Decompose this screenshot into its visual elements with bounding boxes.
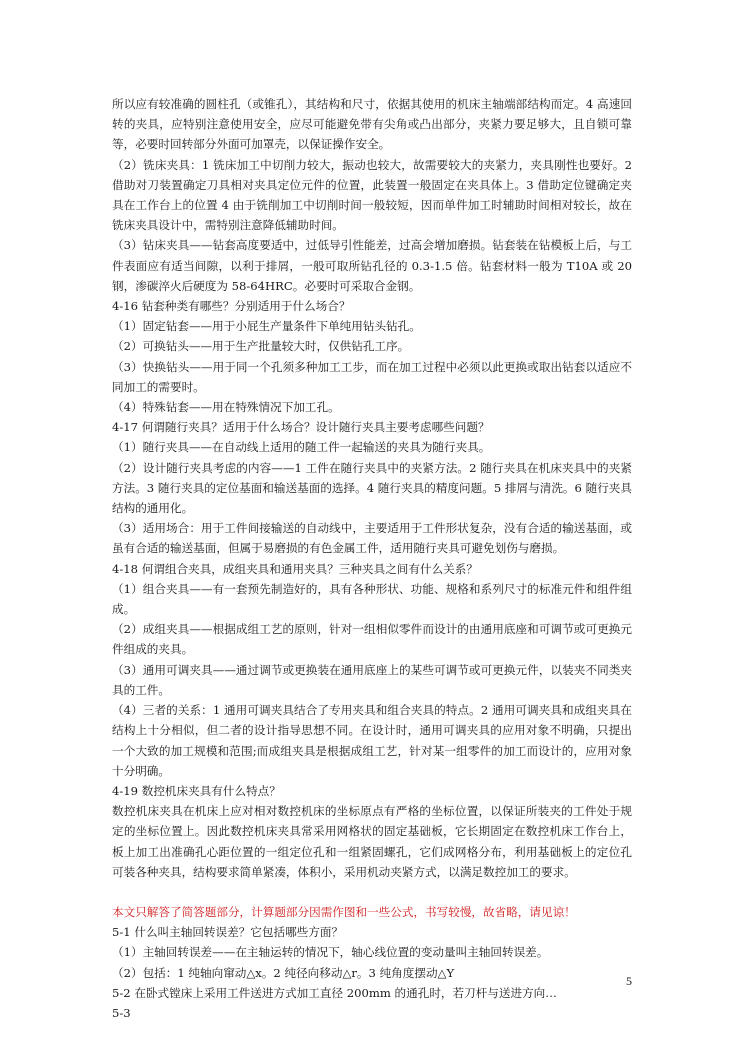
question-heading: 5-2 在卧式镗床上采用工件送进方式加工直径 200mm 的通孔时，若刀杆与送进方向… — [112, 985, 557, 1000]
question-heading: 4-17 何谓随行夹具？适用于什么场合？设计随行夹具主要考虑哪些问题？ — [112, 420, 490, 435]
paragraph: 数控机床夹具在机床上应对相对数控机床的坐标原点有严格的坐标位置，以保证所装夹的工件处于规定的坐标位置上。因此数控机床夹具常采用网格状的固定基础板，它长期固定在数控机床工作台上，板上加工出准确孔心距位置的一组定位孔和一组紧固螺孔，它们成网格分布，利用基础板上的定位孔可装各种夹具，结构要求简单紧凑，体积小，采用机动夹紧方式，以满足数控加工的要求。 — [112, 804, 632, 879]
paragraph: （3）通用可调夹具——通过调节或更换装在通用底座上的某些可调节或可更换元件，以装夹不同类夹具的工件。 — [112, 662, 632, 697]
paragraph: 所以应有较准确的圆柱孔（或锥孔），其结构和尺寸，依据其使用的机床主轴端部结构而定。4 高速回转的夹具，应特别注意使用安全，应尽可能避免带有尖角或凸出部分，夹紧力要足够大，且自锁可靠等，必要时回转部分外面可加罩壳，以保证操作安全。 — [112, 97, 632, 152]
paragraph: （2）可换钻头——用于生产批量较大时，仅供钻孔工序。 — [112, 339, 410, 354]
spacer — [112, 882, 632, 902]
paragraph: （3）快换钻头——用于同一个孔须多种加工工步，而在加工过程中必须以此更换或取出钻套以适应不同加工的需要时。 — [112, 359, 632, 394]
paragraph: （3）钻床夹具——钻套高度要适中，过低导引性能差，过高会增加磨损。钻套装在钻模板上后，与工件表面应有适当间隙，以利于排屑，一般可取所钻孔径的 0.3-1.5 倍。钻套材料一般为 T10A 或 20 钢，渗碳淬火后硬度为 58-64HRC。必要时可采取合金钢。 — [112, 238, 632, 293]
paragraph: （2）包括：1 纯轴向窜动△x。2 纯径向移动△r。3 纯角度摆动△Y — [112, 965, 455, 980]
paragraph: （1）主轴回转误差——在主轴运转的情况下，轴心线位置的变动量叫主轴回转误差。 — [112, 945, 549, 960]
red-notice: 本文只解答了简答题部分，计算题部分因需作图和一些公式，书写较慢，故省略，请见谅！ — [112, 904, 576, 919]
paragraph: （2）成组夹具——根据成组工艺的原则，针对一组相似零件而设计的由通用底座和可调节或可更换元件组成的夹具。 — [112, 622, 632, 657]
paragraph: （2）铣床夹具：1 铣床加工中切削力较大，振动也较大，故需要较大的夹紧力，夹具刚性也要好。2 借助对刀装置确定刀具相对夹具定位元件的位置，此装置一般固定在夹具体上。3 借助定位键确定夹具在工作台上的位置 4 由于铣削加工中切削时间一般较短，因而单件加工时辅助时间相对较长，故在铣床夹具设计中，需特别注意降低辅助时间。 — [112, 157, 632, 233]
question-heading: 5-3 — [112, 1005, 131, 1020]
question-heading: 4-16 钻套种类有哪些？分别适用于什么场合？ — [112, 299, 351, 314]
paragraph: （1）固定钻套——用于小屁生产量条件下单纯用钻头钻孔。 — [112, 319, 421, 334]
paragraph: （1）随行夹具——在自动线上适用的随工件一起输送的夹具为随行夹具。 — [112, 440, 491, 455]
paragraph: （1）组合夹具——有一套预先制造好的，具有各种形状、功能、规格和系列尺寸的标准元件和组件组成。 — [112, 581, 632, 617]
question-heading: 4-18 何谓组合夹具，成组夹具和通用夹具？三种夹具之间有什么关系？ — [112, 561, 478, 576]
paragraph: （3）适用场合：用于工件间接输送的自动线中，主要适用于工件形状复杂，没有合适的输送基面，或虽有合适的输送基面，但属于易磨损的有色金属工件，适用随行夹具可避免划伤与磨损。 — [112, 521, 632, 556]
paragraph: （4）特殊钻套——用在特殊情况下加工孔。 — [112, 400, 340, 415]
document-body — [112, 94, 632, 1023]
paragraph: （4）三者的关系：1 通用可调夹具结合了专用夹具和组合夹具的特点。2 通用可调夹具和成组夹具在结构上十分相似，但二者的设计指导思想不同。在设计时，通用可调夹具的应用对象不明确，只提出一个大致的加工规模和范围;而成组夹具是根据成组工艺，针对某一组零件的加工而设计的，应用对象十分明确。 — [112, 703, 632, 778]
question-heading: 4-19 数控机床夹具有什么特点？ — [112, 783, 281, 798]
question-heading: 5-1 什么叫主轴回转误差？它包括哪些方面？ — [112, 925, 344, 940]
page-number: 5 — [626, 974, 632, 988]
paragraph: （2）设计随行夹具考虑的内容——1 工件在随行夹具中的夹紧方法。2 随行夹具在机床夹具中的夹紧方法。3 随行夹具的定位基面和输送基面的选择。4 随行夹具的精度问题。5 排屑与清洗。6 随行夹具结构的通用化。 — [112, 460, 632, 516]
